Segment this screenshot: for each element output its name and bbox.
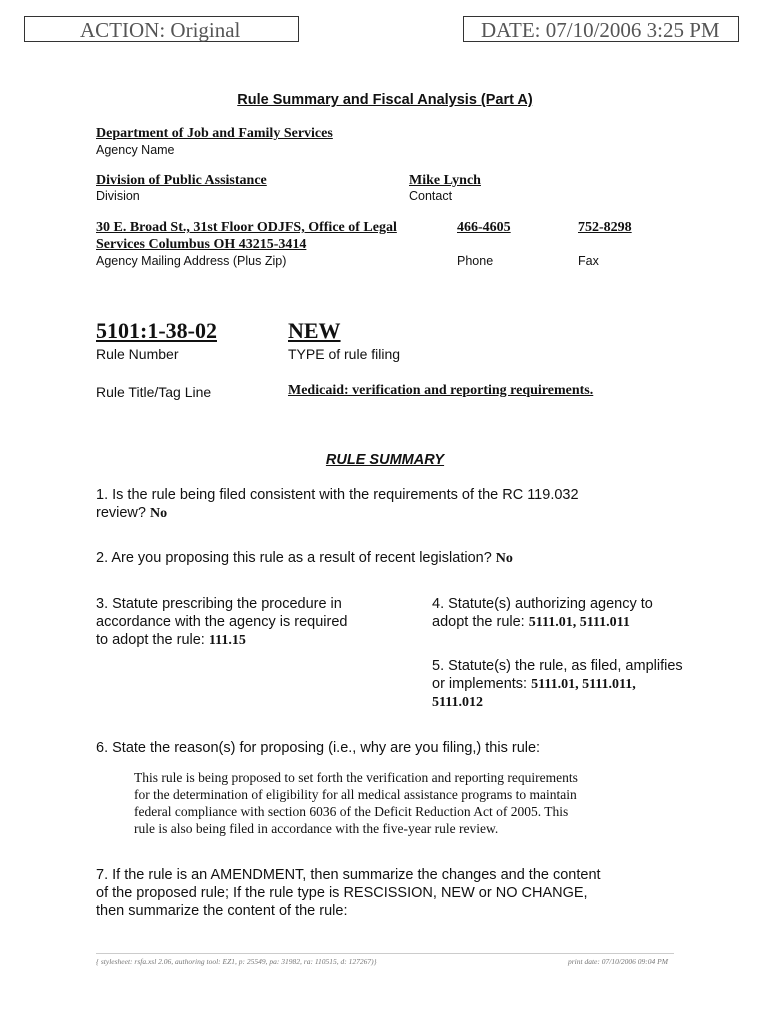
answer-1: No [150, 506, 168, 521]
page-title: Rule Summary and Fiscal Analysis (Part A) [237, 92, 533, 108]
address-label: Agency Mailing Address (Plus Zip) [96, 254, 287, 268]
division-label: Division [96, 189, 140, 203]
summary-heading: RULE SUMMARY [325, 452, 445, 468]
answer-6: This rule is being proposed to set forth the verification and reporting requirements for the determination of eligibility for all medical assistance programs to maintain federal compliance with section 6036 of the Deficit Reduction Act of 2005. This rule is also being filed in accordance with the five-year rule review. [134, 770, 578, 836]
rule-title-label: Rule Title/Tag Line [96, 384, 212, 400]
rule-number: 5101:1-38-02 [96, 318, 217, 343]
contact-name: Mike Lynch [409, 173, 481, 188]
agency-name: Department of Job and Family Services [96, 126, 333, 141]
contact-label: Contact [409, 189, 453, 203]
rule-type-label: TYPE of rule filing [288, 346, 401, 362]
rule-number-label: Rule Number [96, 346, 179, 362]
question-7: 7. If the rule is an AMENDMENT, then summarize the changes and the content of the proposed rule; If the rule type is RESCISSION, NEW or NO CHANGE, then summarize the content of the rule: [96, 867, 601, 919]
address-line-2: Services Columbus OH 43215-3414 [96, 237, 307, 252]
footer-print-date: print date: 07/10/2006 09:04 PM [568, 957, 668, 966]
footer-stylesheet-info: { stylesheet: rsfa.xsl 2.06, authoring tool: EZ1, p: 25549, pa: 31982, ra: 110515, d: 127267)} [96, 957, 377, 966]
answer-5b: 5111.012 [432, 695, 483, 710]
answer-3: 111.15 [208, 633, 246, 648]
phone-label: Phone [457, 254, 494, 268]
rule-type: NEW [288, 318, 341, 343]
date-text: DATE: 07/10/2006 3:25 PM [481, 18, 720, 42]
date-box [463, 16, 739, 42]
rule-title: Medicaid: verification and reporting requirements. [288, 383, 594, 398]
address-line-1: 30 E. Broad St., 31st Floor ODJFS, Office of Legal [96, 220, 397, 235]
phone-value: 466-4605 [457, 220, 511, 235]
action-box [24, 16, 299, 42]
question-3: 3. Statute prescribing the procedure in accordance with the agency is required to adopt the rule: 111.15 [96, 596, 348, 648]
agency-name-label: Agency Name [96, 143, 175, 157]
answer-2: No [495, 551, 513, 566]
division-name: Division of Public Assistance [96, 173, 267, 188]
question-2: 2. Are you proposing this rule as a result of recent legislation? No [96, 550, 513, 566]
action-text: ACTION: Original [80, 18, 241, 42]
answer-4: 5111.01, 5111.011 [528, 615, 630, 630]
question-1: 1. Is the rule being filed consistent with the requirements of the RC 119.032 review? No [96, 487, 579, 521]
answer-5a: 5111.01, 5111.011, [531, 677, 636, 692]
fax-value: 752-8298 [578, 220, 632, 235]
question-5: 5. Statute(s) the rule, as filed, amplifies or implements: 5111.01, 5111.011, 5111.012 [432, 658, 683, 710]
footer-divider [96, 953, 674, 954]
fax-label: Fax [578, 254, 599, 268]
question-6: 6. State the reason(s) for proposing (i.e., why are you filing,) this rule: [96, 740, 541, 756]
question-4: 4. Statute(s) authorizing agency to adopt the rule: 5111.01, 5111.011 [432, 596, 653, 630]
